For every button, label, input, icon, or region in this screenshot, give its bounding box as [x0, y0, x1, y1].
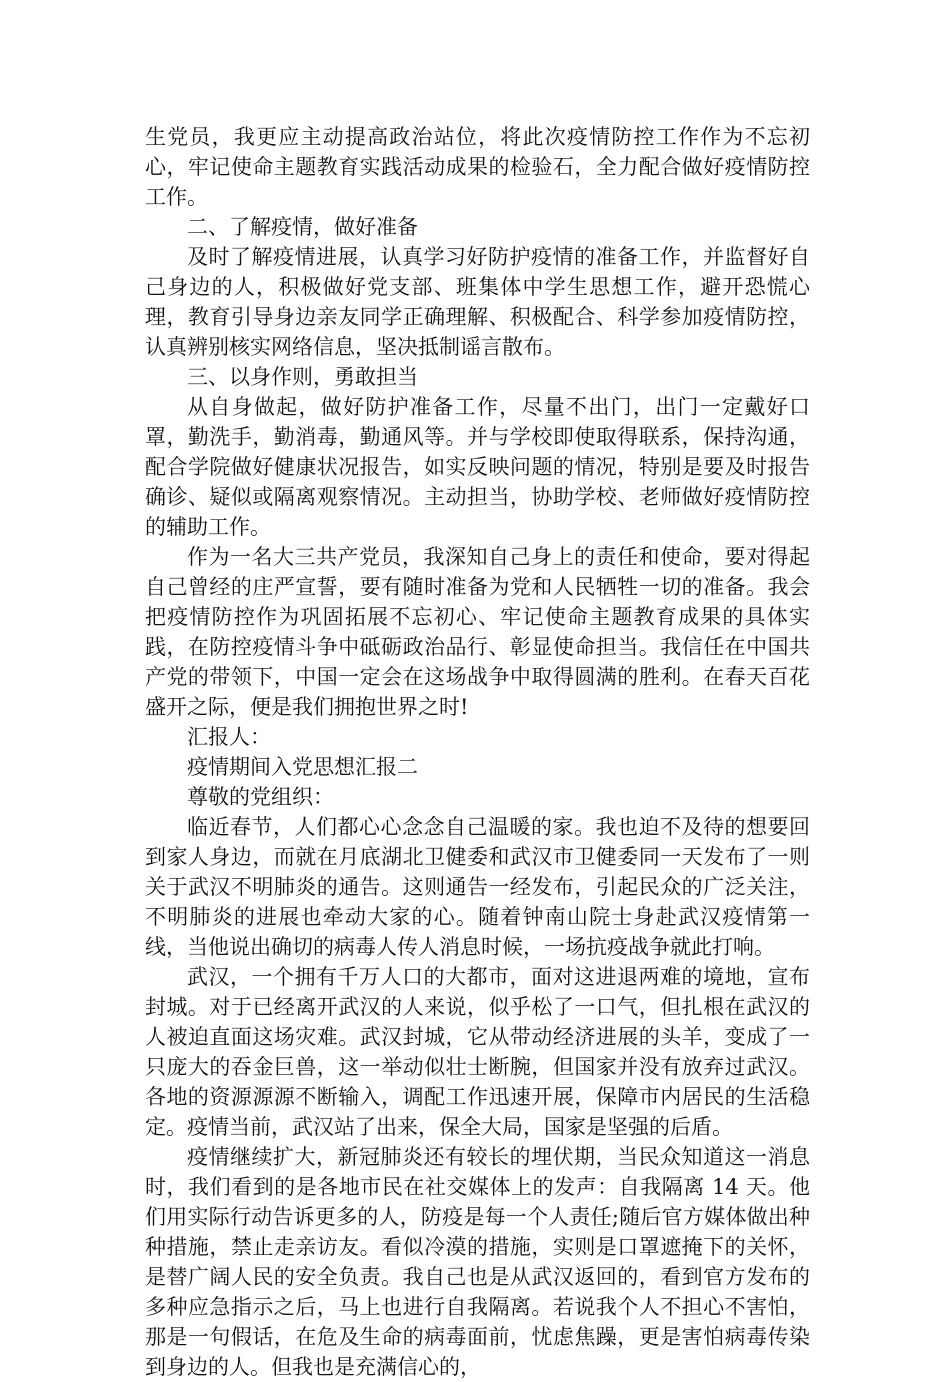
document-page [145, 122, 810, 1382]
paragraph-prepare: 及时了解疫情进展，认真学习好防护疫情的准备工作，并监督好自己身边的人，积极做好党支部、班集体中学生思想工作，避开恐慌心理，教育引导身边亲友同学正确理解、积极配合、科学参加疫情防控，认真辨别核实网络信息，坚决抵制谣言散布。 [145, 245, 810, 359]
section-heading-understand-epidemic: 二、了解疫情，做好准备 [187, 215, 418, 239]
reporter-line: 汇报人： [187, 725, 271, 749]
paragraph-spring-festival: 临近春节，人们都心心念念自己温暖的家。我也迫不及待的想要回到家人身边，而就在月底湖北卫健委和武汉市卫健委同一天发布了一则关于武汉不明肺炎的通告。这则通告一经发布，引起民众的广泛关注，不明肺炎的进展也牵动大家的心。随着钟南山院士身赴武汉疫情第一线，当他说出确切的病毒人传人消息时候，一场抗疫战争就此打响。 [145, 815, 810, 959]
salutation: 尊敬的党组织： [187, 785, 334, 809]
report-two-title: 疫情期间入党思想汇报二 [187, 755, 418, 779]
paragraph-wuhan-lockdown: 武汉，一个拥有千万人口的大都市，面对这进退两难的境地，宣布封城。对于已经离开武汉的人来说，似乎松了一口气，但扎根在武汉的人被迫直面这场灾难。武汉封城，它从带动经济进展的头羊，变成了一只庞大的吞金巨兽，这一举动似壮士断腕，但国家并没有放弃过武汉。各地的资源源源不断输入，调配工作迅速开展，保障市内居民的生活稳定。疫情当前，武汉站了出来，保全大局，国家是坚强的后盾。 [145, 965, 810, 1139]
paragraph-responsibility: 作为一名大三共产党员，我深知自己身上的责任和使命，要对得起自己曾经的庄严宣誓，要有随时准备为党和人民牺牲一切的准备。我会把疫情防控作为巩固拓展不忘初心、牢记使命主题教育成果的具体实践，在防控疫情斗争中砥砺政治品行、彰显使命担当。我信任在中国共产党的带领下，中国一定会在这场战争中取得圆满的胜利。在春天百花盛开之际，便是我们拥抱世界之时! [145, 545, 810, 719]
section-heading-lead-by-example: 三、以身作则，勇敢担当 [187, 365, 418, 389]
paragraph-protection: 从自身做起，做好防护准备工作，尽量不出门，出门一定戴好口罩，勤洗手，勤消毒，勤通风等。并与学校即使取得联系，保持沟通，配合学院做好健康状况报告，如实反映问题的情况，特别是要及时报告确诊、疑似或隔离观察情况。主动担当，协助学校、老师做好疫情防控的辅助工作。 [145, 395, 810, 539]
paragraph-self-isolation: 疫情继续扩大，新冠肺炎还有较长的埋伏期，当民众知道这一消息时，我们看到的是各地市民在社交媒体上的发声：自我隔离 14 天。他们用实际行动告诉更多的人，防疫是每一个人责任;随后官方媒体做出种种措施，禁止走亲访友。看似冷漠的措施，实则是口罩遮掩下的关怀，是替广阔人民的安全负责。我自己也是从武汉返回的，看到官方发布的多种应急指示之后，马上也进行自我隔离。若说我个人不担心不害怕，那是一句假话，在危及生命的病毒面前，忧虑焦躁，更是害怕病毒传染到身边的人。但我也是充满信心的， [145, 1145, 810, 1379]
paragraph-continued: 生党员，我更应主动提高政治站位，将此次疫情防控工作作为不忘初心，牢记使命主题教育实践活动成果的检验石，全力配合做好疫情防控工作。 [145, 125, 810, 209]
